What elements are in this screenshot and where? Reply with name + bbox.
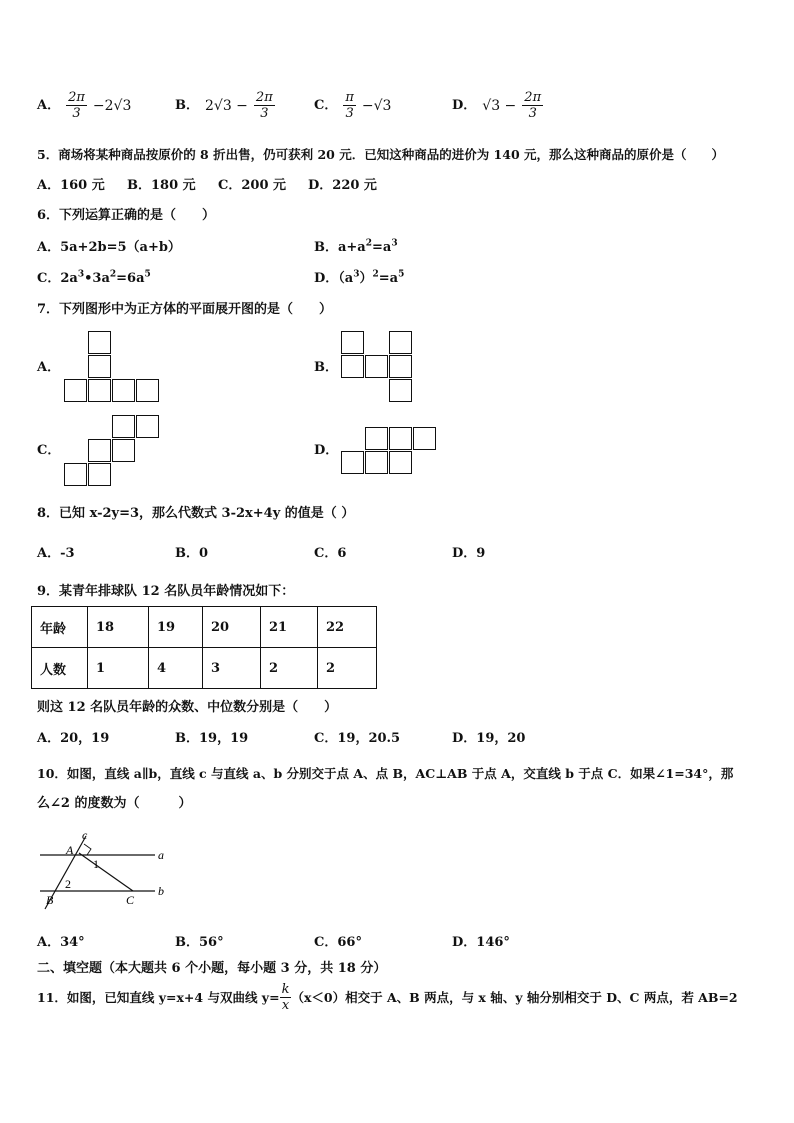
net-square — [112, 439, 135, 462]
net-square — [64, 379, 87, 402]
table-row — [32, 607, 377, 648]
section-heading: 二、填空题（本大题共 6 个小题，每小题 3 分，共 18 分） — [37, 961, 387, 976]
q9-option-d: D．19，20 — [452, 731, 526, 746]
net-square — [341, 451, 364, 474]
fraction: $\frac{k}{x}$ — [281, 982, 290, 1013]
q8-option-b: B．0 — [175, 546, 209, 561]
q7-stem: 7．下列图形中为正方体的平面展开图的是（ ） — [37, 302, 333, 317]
table-cell: 2 — [318, 648, 377, 689]
point-b-label: B — [46, 893, 54, 907]
q8-option-d: D．9 — [452, 546, 486, 561]
net-square — [88, 439, 111, 462]
table-row — [32, 648, 377, 689]
table-cell: 4 — [149, 648, 203, 689]
net-square — [389, 379, 412, 402]
q6-option-c: C．$2a^3•3a^2=6a^5$ — [37, 269, 151, 286]
q9-stem: 9．某青年排球队 12 名队员年龄情况如下： — [37, 584, 295, 599]
q5-option-a: A．160 元 — [37, 178, 105, 193]
point-a-label: A — [66, 843, 74, 857]
q8-option-a: A．-3 — [37, 546, 75, 561]
q6-option-b: B．$a+a^2=a^3$ — [314, 238, 398, 255]
net-square — [88, 379, 111, 402]
table-cell: 18 — [88, 607, 149, 648]
angle-2-label: 2 — [65, 877, 71, 891]
net-square — [365, 355, 388, 378]
point-c-label: C — [126, 893, 135, 907]
q5-option-c: C．200 元 — [218, 178, 287, 193]
net-square — [389, 451, 412, 474]
table-cell: 2 — [261, 648, 318, 689]
table-cell: 21 — [261, 607, 318, 648]
line-b-label: b — [158, 884, 164, 898]
net-square — [64, 463, 87, 486]
q10-option-c: C．66° — [314, 935, 362, 950]
q7-label-b: B． — [314, 360, 338, 375]
table-cell: 人数 — [32, 648, 88, 689]
table-cell: 19 — [149, 607, 203, 648]
q10-stem-line1: 10．如图，直线 a∥b，直线 c 与直线 a、b 分别交于点 A、点 B，AC⊥AB 于点 A，交直线 b 于点 C．如果∠1=34°，那 — [37, 766, 734, 781]
net-square — [413, 427, 436, 450]
q9-option-b: B．19，19 — [175, 731, 249, 746]
fraction: $\frac{\pi}{3}$ — [345, 90, 354, 121]
fraction: $\frac{2\pi}{3}$ — [255, 90, 273, 121]
q9-question: 则这 12 名队员年龄的众数、中位数分别是（ ） — [37, 700, 338, 715]
q5-stem: 5．商场将某种商品按原价的 8 折出售，仍可获利 20 元．已知这种商品的进价为 140 元，那么这种商品的原价是（ ） — [37, 147, 724, 162]
table-cell: 年龄 — [32, 607, 88, 648]
q10-option-b: B．56° — [175, 935, 224, 950]
age-table — [31, 606, 377, 689]
net-square — [88, 331, 111, 354]
parallel-lines-figure — [38, 828, 178, 910]
q7-label-a: A． — [37, 360, 61, 375]
table-cell: 20 — [203, 607, 261, 648]
q6-stem: 6．下列运算正确的是（ ） — [37, 208, 216, 223]
net-square — [365, 427, 388, 450]
table-cell: 22 — [318, 607, 377, 648]
net-square — [389, 355, 412, 378]
net-square — [88, 463, 111, 486]
fraction: $\frac{2\pi}{3}$ — [524, 90, 542, 121]
angle-1-label: 1 — [93, 857, 99, 871]
q5-option-d: D．220 元 — [308, 178, 377, 193]
table-cell: 1 — [88, 648, 149, 689]
table-cell: 3 — [203, 648, 261, 689]
q6-option-a: A．5a+2b=5（a+b） — [37, 240, 181, 255]
fraction: $\frac{2\pi}{3}$ — [68, 90, 85, 121]
net-square — [365, 451, 388, 474]
net-square — [341, 355, 364, 378]
q7-label-c: C． — [37, 443, 61, 458]
q11-stem: 11．如图，已知直线 y=x+4 与双曲线 y= $\frac{k}{x}$ （x＜0）相交于 A、B 两点，与 x 轴、y 轴分别相交于 D、C 两点，若 AB=2 — [37, 982, 738, 1013]
net-square — [389, 331, 412, 354]
net-square — [136, 415, 159, 438]
net-square — [341, 331, 364, 354]
q7-label-d: D． — [314, 443, 339, 458]
net-square — [136, 379, 159, 402]
q6-option-d: D．$(a^3)^2=a^5$ — [314, 269, 405, 286]
q10-option-d: D．146° — [452, 935, 510, 950]
q4-option-a: A． $\frac{2\pi}{3}$ −2√3 — [37, 90, 132, 121]
q8-stem: 8．已知 x-2y=3，那么代数式 3-2x+4y 的值是（ ） — [37, 506, 355, 521]
net-square — [112, 415, 135, 438]
q4-option-c: C． $\frac{\pi}{3}$ −√3 — [314, 90, 392, 121]
line-c-label: c — [82, 828, 88, 842]
net-square — [389, 427, 412, 450]
q10-option-a: A．34° — [37, 935, 85, 950]
q8-option-c: C．6 — [314, 546, 347, 561]
q9-option-c: C．19，20.5 — [314, 731, 401, 746]
q10-stem-line2: 么∠2 的度数为（ ） — [37, 796, 192, 811]
q9-option-a: A．20，19 — [37, 731, 110, 746]
q4-option-d: D． √3 − $\frac{2\pi}{3}$ — [452, 90, 542, 121]
q5-option-b: B．180 元 — [127, 178, 196, 193]
q4-option-b: B． 2√3 − $\frac{2\pi}{3}$ — [175, 90, 273, 121]
net-square — [88, 355, 111, 378]
line-a-label: a — [158, 848, 164, 862]
net-square — [112, 379, 135, 402]
